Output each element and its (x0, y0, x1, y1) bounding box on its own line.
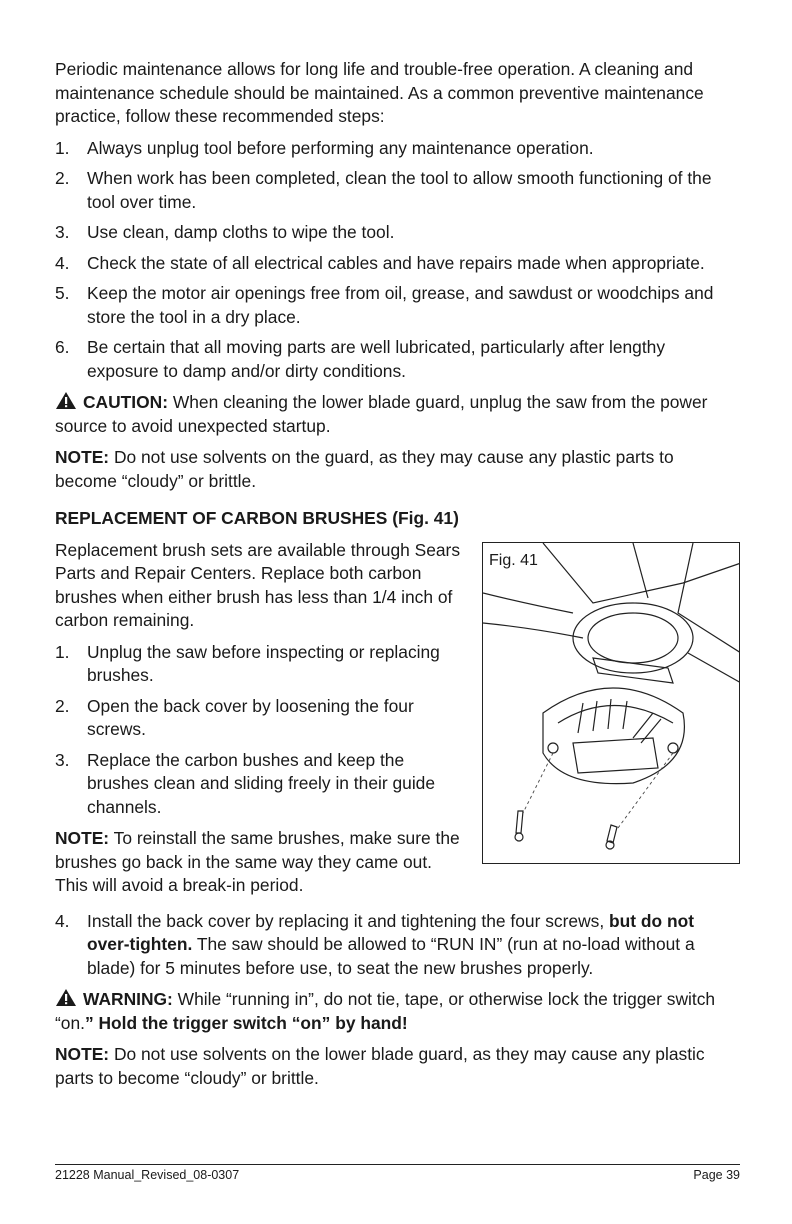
list-item: 5. Keep the motor air openings free from oil, grease, and sawdust or woodchips and store the tool in a dry place. (55, 283, 714, 327)
intro-paragraph: Periodic maintenance allows for long life and trouble-free operation. A cleaning and maintenance schedule should be maintained. As a common preventive maintenance practice, follow these recommended steps: (55, 59, 704, 126)
page-number: Page 39 (693, 1168, 740, 1182)
brush-section (55, 539, 740, 906)
list-item: 2. Open the back cover by loosening the four screws. (55, 695, 414, 739)
brush-text-column (55, 539, 467, 906)
maintenance-steps (55, 137, 740, 384)
list-item: 6. Be certain that all moving parts are well lubricated, particularly after lengthy exposure to damp and/or dirty conditions. (55, 337, 666, 381)
warning-paragraph: WARNING: While “running in”, do not tie, tape, or otherwise lock the trigger switch “on.” Hold the trigger switch “on” by hand! (55, 989, 716, 1033)
list-item: 1. Unplug the saw before inspecting or replacing brushes. (55, 641, 440, 685)
list-item: 3. Use clean, damp cloths to wipe the tool. (55, 222, 395, 242)
list-item: 4. Check the state of all electrical cables and have repairs made when appropriate. (55, 252, 705, 273)
warning-triangle-icon (55, 988, 77, 1007)
warning-triangle-icon (55, 391, 77, 410)
figure-41 (482, 542, 740, 864)
list-item: 4. Install the back cover by replacing it and tightening the four screws, but do not over-tighten. The saw should be allowed to “RUN IN” (run at no-load without a blade) for 5 minutes before use, to seat the new brushes properly. (55, 910, 695, 978)
note-paragraph: NOTE: Do not use solvents on the lower blade guard, as they may cause any plastic parts to become “cloudy” or brittle. (55, 1044, 705, 1088)
motor-brush-illustration (483, 543, 740, 864)
note-paragraph: NOTE: To reinstall the same brushes, make sure the brushes go back in the same way they came out. This will avoid a break-in period. (55, 828, 460, 895)
footer-doc-id: 21228 Manual_Revised_08-0307 (55, 1168, 240, 1182)
list-item: 2. When work has been completed, clean the tool to allow smooth functioning of the tool over time. (55, 168, 712, 212)
caution-paragraph: CAUTION: When cleaning the lower blade guard, unplug the saw from the power source to avoid unexpected startup. (55, 392, 708, 436)
section-heading: REPLACEMENT OF CARBON BRUSHES (Fig. 41) (55, 508, 459, 528)
page-footer (55, 1164, 740, 1182)
note-paragraph: NOTE: Do not use solvents on the guard, as they may cause any plastic parts to become “cloudy” or brittle. (55, 447, 674, 491)
list-item: 3. Replace the carbon bushes and keep the brushes clean and sliding freely in their guide channels. (55, 749, 436, 817)
brush-intro: Replacement brush sets are available through Sears Parts and Repair Centers. Replace both carbon brushes when either brush has less than 1/4 inch of carbon remaining. (55, 539, 461, 630)
figure-label: Fig. 41 (489, 549, 538, 573)
list-item: 1. Always unplug tool before performing any maintenance operation. (55, 137, 594, 158)
brush-steps (55, 641, 467, 820)
page-content (55, 58, 740, 1098)
